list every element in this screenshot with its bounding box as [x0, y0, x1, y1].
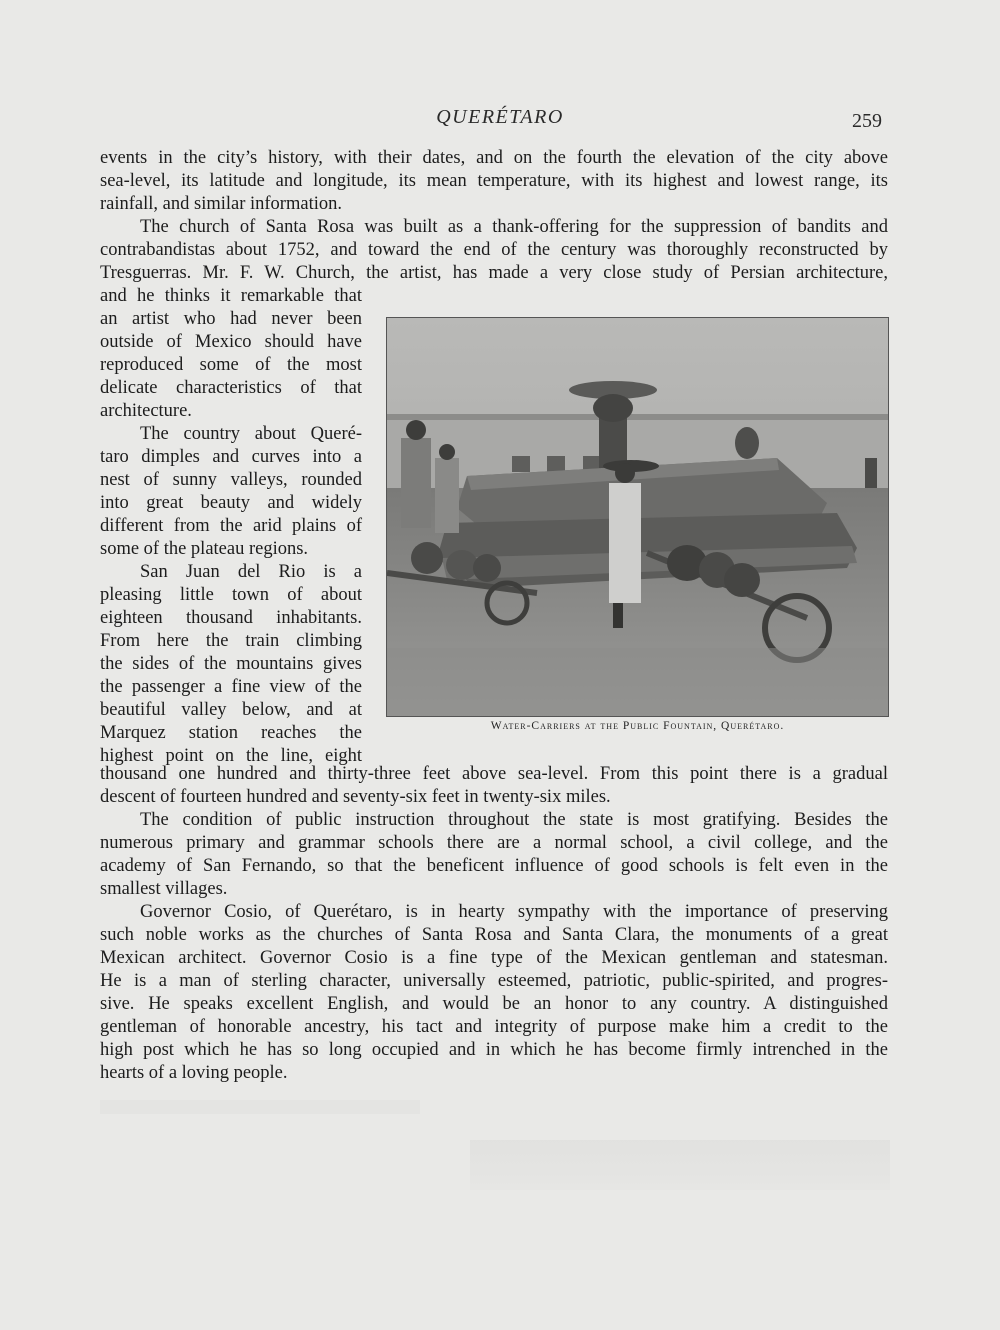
body-line: Tresguerras. Mr. F. W. Church, the artist, has made a very close study of Persian architecture, [100, 263, 888, 283]
body-line: nest of sunny valleys, rounded [100, 470, 362, 490]
body-line: sea-level, its latitude and longitude, its mean temperature, with its highest and lowest range, its [100, 171, 888, 191]
paper-bleed-through [100, 1100, 420, 1114]
figure-caption: Water-Carriers at the Public Fountain, Querétaro. [490, 720, 785, 732]
body-line: the passenger a fine view of the [100, 677, 362, 697]
body-line: gentleman of honorable ancestry, his tact and integrity of purpose make him a credit to the [100, 1017, 888, 1037]
body-line: into great beauty and widely [100, 493, 362, 513]
fountain-photograph [386, 317, 889, 717]
body-line: such noble works as the churches of Santa Rosa and Santa Clara, the monuments of a great [100, 925, 888, 945]
body-line: The church of Santa Rosa was built as a thank-offering for the suppression of bandits and [140, 217, 888, 237]
body-line: academy of San Fernando, so that the beneficent influence of good schools is felt even in the [100, 856, 888, 876]
body-line: numerous primary and grammar schools there are a normal school, a civil college, and the [100, 833, 888, 853]
body-line: smallest villages. [100, 879, 228, 899]
body-line: the sides of the mountains gives [100, 654, 362, 674]
paper-bleed-through [470, 1140, 890, 1190]
body-line: different from the arid plains of [100, 516, 362, 536]
body-line: The condition of public instruction throughout the state is most gratifying. Besides the [140, 810, 888, 830]
body-line: He is a man of sterling character, universally esteemed, patriotic, public-spirited, and progres- [100, 971, 888, 991]
page-number: 259 [852, 110, 882, 132]
body-line: sive. He speaks excellent English, and would be an honor to any country. A distinguished [100, 994, 888, 1014]
body-line: Governor Cosio, of Querétaro, is in hearty sympathy with the importance of preserving [140, 902, 888, 922]
body-line: delicate characteristics of that [100, 378, 362, 398]
body-line: some of the plateau regions. [100, 539, 309, 559]
body-line: and he thinks it remarkable that [100, 286, 362, 306]
body-line: thousand one hundred and thirty-three feet above sea-level. From this point there is a gradual [100, 764, 888, 784]
running-head: QUERÉTARO [436, 106, 564, 128]
body-line: highest point on the line, eight [100, 746, 362, 766]
body-line: architecture. [100, 401, 192, 421]
body-line: Marquez station reaches the [100, 723, 362, 743]
body-line: descent of fourteen hundred and seventy-six feet in twenty-six miles. [100, 787, 611, 807]
body-line: pleasing little town of about [100, 585, 362, 605]
body-line: Mexican architect. Governor Cosio is a fine type of the Mexican gentleman and statesman. [100, 948, 888, 968]
body-line: contrabandistas about 1752, and toward the end of the century was thoroughly reconstructed by [100, 240, 888, 260]
body-line: The country about Queré- [140, 424, 362, 444]
body-line: rainfall, and similar information. [100, 194, 342, 214]
body-line: From here the train climbing [100, 631, 362, 651]
body-line: hearts of a loving people. [100, 1063, 288, 1083]
body-line: events in the city’s history, with their dates, and on the fourth the elevation of the city above [100, 148, 888, 168]
body-line: beautiful valley below, and at [100, 700, 362, 720]
body-line: eighteen thousand inhabitants. [100, 608, 362, 628]
body-line: an artist who had never been [100, 309, 362, 329]
body-line: San Juan del Rio is a [140, 562, 362, 582]
body-line: taro dimples and curves into a [100, 447, 362, 467]
body-line: reproduced some of the most [100, 355, 362, 375]
body-line: outside of Mexico should have [100, 332, 362, 352]
body-line: high post which he has so long occupied and in which he has become firmly intrenched in the [100, 1040, 888, 1060]
